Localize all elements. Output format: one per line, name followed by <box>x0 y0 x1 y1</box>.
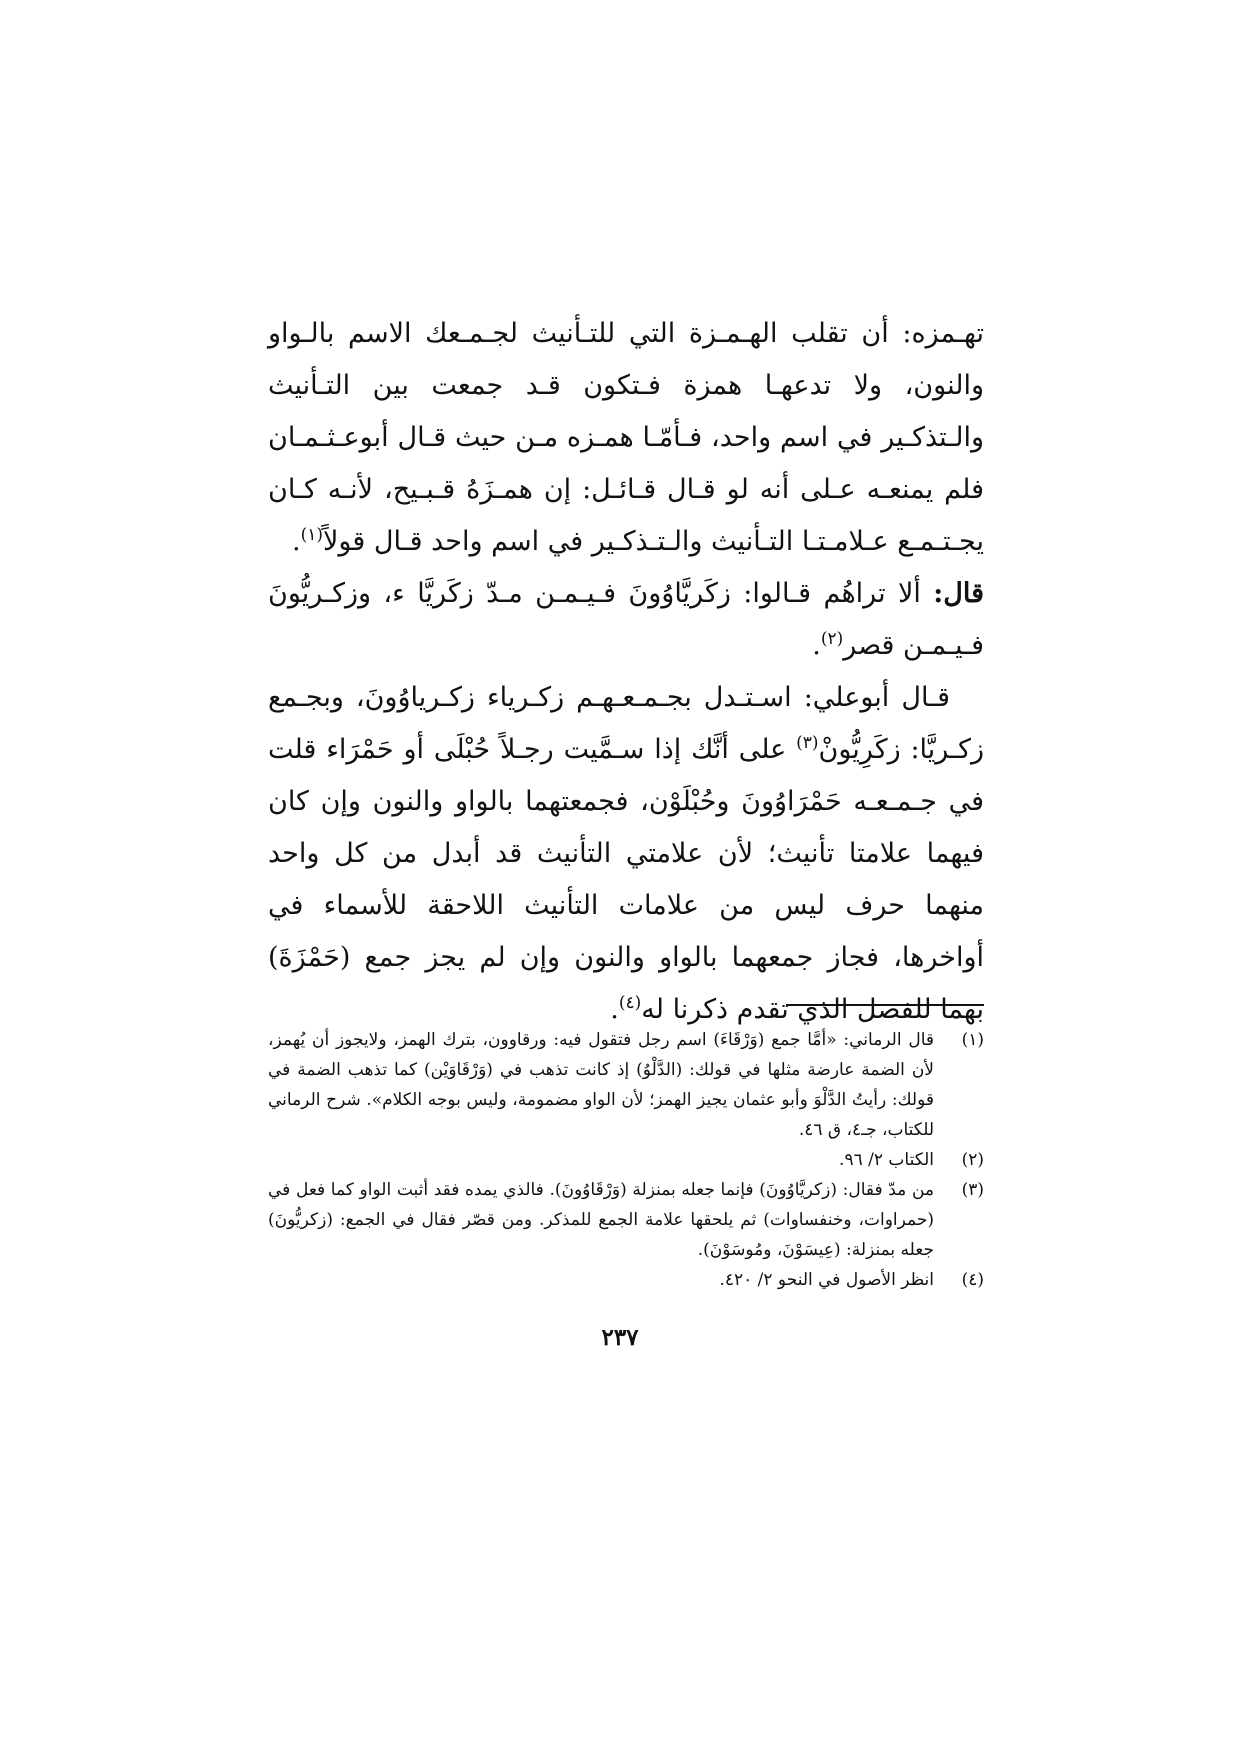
paragraph-1-end: . <box>292 526 301 557</box>
paragraph-2-lead: قال: <box>933 578 984 609</box>
footnote-ref-2: (٢) <box>820 629 844 649</box>
page-number: ٢٣٧ <box>601 1324 639 1351</box>
footnote-number: (٤) <box>961 1270 984 1290</box>
paragraph-3-text-a: قـال أبوعلي: اسـتـدل بجـمـعـهـم زكـرياء زكـرياوُونَ، وبجـمع زكـريَّا: زكَرِيُّونْ <box>268 682 984 765</box>
footnote-number: (١) <box>961 1030 984 1050</box>
footnote-text: انظر الأصول في النحو ٢/ ٤٢٠. <box>719 1270 934 1290</box>
paragraph-2-end: . <box>812 630 821 661</box>
footnote-number: (٢) <box>961 1150 984 1170</box>
footnote-3 <box>268 1175 984 1265</box>
footnote-text: الكتاب ٢/ ٩٦. <box>839 1150 934 1170</box>
paragraph-1 <box>268 308 984 568</box>
footnote-number: (٣) <box>961 1180 984 1200</box>
footnote-text: من مدّ فقال: (زكريَّاوُونَ) فإنما جعله بمنزلة (وَرْقَاوُونَ). فالذي يمده فقد أثبت الواو كما فعل في (حمراوات، وخنفساوات) ثم يلحقها علامة الجمع للمذكر. ومن قصّر فقال في الجمع: (زكريُّونَ) جعله بمنزلة: (عِيسَوْنَ، ومُوسَوْنَ). <box>268 1180 934 1260</box>
paragraph-2-text: ألا تراهُم قـالوا: زكَريَّاوُونَ فـيـمـن مـدّ زكَريَّا ء، وزكـريُّونَ فـيـمـن قصر <box>268 578 984 661</box>
paragraph-3-end: . <box>610 994 619 1025</box>
footnote-4 <box>268 1265 984 1295</box>
paragraph-1-text: تهـمزه: أن تقلب الهـمـزة التي للتـأنيث لجـمـعك الاسم بالـواو والنون، ولا تدعهـا همزة فـتكون قـد جمعت بين التـأنيث والـتذكـير في اسم واحد، فـأمّـا همـزه مـن حيث قـال أبوعـثـمـان فلم يمنعـه عـلى أنه لو قـال قـائـل: إن همـزَهُ قـبـيح، لأنـه كـان يجـتـمـع عـلامـتـا التـأنيث والـتـذكـير في اسم واحد قـال قولاً <box>268 318 984 557</box>
footnote-2 <box>268 1145 984 1175</box>
footnote-text: قال الرماني: «أمَّا جمع (وَرْقَاءَ) اسم رجل فتقول فيه: ورقاوون، بترك الهمز، ولايجوز أن يُهمز، لأن الضمة عارضة مثلها في قولك: (الدَّلْوُ) إذ كانت تذهب في (وَرْقَاوَيْن) كما تذهب الضمة في قولك: رأيتُ الدَّلْوَ وأبو عثمان يجيز الهمز؛ لأن الواو مضمومة، وليس بوجه الكلام». شرح الرماني للكتاب، جـ٤، ق ٤٦. <box>268 1030 934 1140</box>
footnote-1 <box>268 1025 984 1145</box>
main-text <box>268 308 984 1036</box>
footnotes <box>268 1025 984 1295</box>
footnote-ref-1: (١) <box>300 525 324 545</box>
paragraph-2 <box>268 568 984 672</box>
footnote-ref-4: (٤) <box>618 993 642 1013</box>
paragraph-3 <box>268 672 984 1036</box>
paragraph-3-text-b: على أنَّك إذا سـمَّيت رجـلاً حُبْلَى أو حَمْرَاء قلت في جـمـعـه حَمْرَاوُونَ وحُبْلَوْن، فجمعتهما بالواو والنون وإن كان فيهما علامتا تأنيث؛ لأن علامتي التأنيث قد أبدل من كل واحد منهما حرف ليس من علامات التأنيث اللاحقة للأسماء في أواخرها، فجاز جمعهما بالواو والنون وإن لم يجز جمع (حَمْزَةَ) بهما للفصل الذي تقدم ذكرنا له <box>268 734 984 1025</box>
footnote-separator <box>786 1004 984 1006</box>
footnote-ref-3: (٣) <box>796 733 819 753</box>
